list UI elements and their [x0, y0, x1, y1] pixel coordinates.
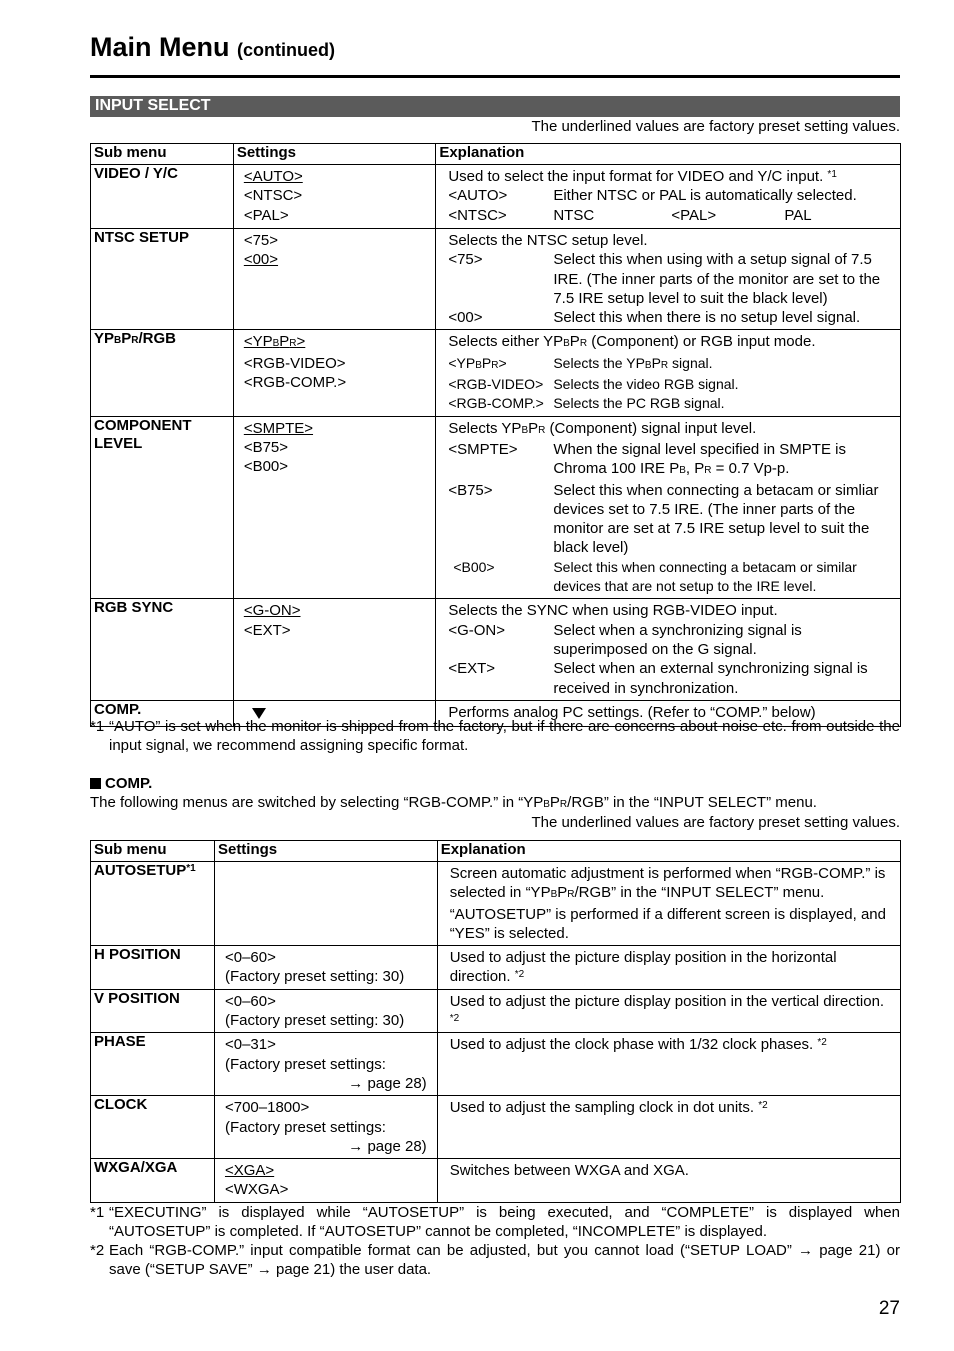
setting-value: <00>	[243, 251, 279, 269]
table-row	[91, 1096, 901, 1159]
table-row	[91, 1033, 901, 1096]
footnote-ref: *1	[827, 169, 837, 180]
explanation-text: Selects the SYNC when using RGB-VIDEO input.	[448, 602, 778, 620]
footnote-2: *1 “EXECUTING” is displayed while “AUTOSETUP” is being executed, and “COMPLETE” is displayed when “AUTOSETUP” is completed. If “AUTOSETUP” cannot be completed, “INCOMPLETE” is displayed.	[90, 1204, 900, 1240]
setting-value: <SMPTE>	[243, 419, 314, 437]
option-key: <PAL>	[671, 206, 717, 224]
submenu-wxga-xga: WXGA/XGA	[91, 1159, 215, 1203]
explanation-cell	[436, 330, 901, 416]
comp-table	[90, 840, 901, 1203]
table-row	[91, 862, 901, 946]
setting-value: <RGB-COMP.>	[243, 374, 347, 392]
setting-value: <RGB-VIDEO>	[243, 354, 346, 372]
option-key: <75>	[448, 251, 483, 269]
setting-value: <G-ON>	[243, 602, 301, 620]
table-row	[91, 1159, 901, 1203]
explanation-cell: Screen automatic adjustment is performed when “RGB-COMP.” is selected in “YPBPR/RGB” in the “INPUT SELECT” menu. “AUTOSETUP” is performed if a different screen is displayed, and “YES” is selected.	[437, 862, 900, 946]
submenu-h-position: H POSITION	[91, 946, 215, 990]
section-bar-input-select	[90, 96, 900, 117]
header-settings: Settings	[233, 144, 436, 165]
settings-cell	[233, 416, 436, 599]
settings-cell: <700–1800> (Factory preset settings: → page 28)	[214, 1096, 437, 1159]
submenu-autosetup: AUTOSETUP$^{*1}$	[91, 862, 215, 946]
option-desc: Select this when connecting a betacam or simliar devices set to 7.5 IRE. (The inner parts of the monitor are set at 7.5 IRE setup level to suit the black level)	[553, 481, 879, 557]
header-sub-menu: Sub menu	[91, 841, 215, 862]
header-explanation: Explanation	[436, 144, 901, 165]
setting-value: <75>	[243, 232, 279, 249]
settings-cell	[233, 330, 436, 416]
explanation-text: Selects either YPBPR (Component) or RGB input mode.	[448, 333, 816, 351]
settings-cell: <0–60> (Factory preset setting: 30)	[214, 989, 437, 1033]
option-key: <RGB-VIDEO>	[448, 376, 544, 393]
explanation-cell	[436, 416, 901, 599]
explanation-cell: Used to adjust the picture display position in the vertical direction. $^{*2}$	[437, 989, 900, 1033]
submenu-clock: CLOCK	[91, 1096, 215, 1159]
settings-cell	[233, 599, 436, 700]
option-desc: Select this when connecting a betacam or similar devices that are not setup to the IRE level.	[553, 558, 857, 595]
option-key: <B75>	[448, 481, 493, 499]
explanation-cell	[436, 229, 901, 330]
explanation-text: Selects the NTSC setup level.	[448, 232, 648, 249]
setting-value: <PAL>	[243, 206, 289, 224]
submenu-component-level: COMPONENT LEVEL	[91, 416, 234, 599]
page-title: Main Menu (continued)	[90, 32, 335, 62]
explanation-text: Selects YPBPR (Component) signal input level.	[448, 419, 757, 437]
page-number: 27	[878, 1298, 900, 1319]
table-row	[91, 416, 901, 599]
settings-cell: <0–60> (Factory preset setting: 30)	[214, 946, 437, 990]
submenu-video-yc: VIDEO / Y/C	[91, 165, 234, 229]
explanation-cell: Used to adjust the sampling clock in dot units. $^{*2}$	[437, 1096, 900, 1159]
option-key: <EXT>	[448, 660, 496, 678]
option-key: <AUTO>	[448, 187, 508, 205]
table-row	[91, 330, 901, 416]
setting-value: <YPBPR>	[243, 333, 306, 351]
submenu-ypbpr-rgb: YPBPR/RGB	[91, 330, 234, 416]
option-desc: Select when an external synchronizing signal is received in synchronization.	[553, 660, 868, 697]
footnote-1: *1 “AUTO” is set when the monitor is shipped from the factory, but if there are concerns about noise etc. from outside the input signal, we recommend assigning specific format.	[90, 718, 900, 754]
submenu-ntsc-setup: NTSC SETUP	[91, 229, 234, 330]
section-title: INPUT SELECT	[95, 97, 211, 114]
table-header-row	[91, 841, 901, 862]
explanation-cell: Switches between WXGA and XGA.	[437, 1159, 900, 1203]
square-bullet-icon	[90, 778, 101, 789]
comp-intro: The following menus are switched by selecting “RGB-COMP.” in “YPBPR/RGB” in the “INPUT SELECT” menu.	[90, 794, 817, 811]
table-header-row	[91, 144, 901, 165]
submenu-comp: COMP.	[91, 700, 234, 726]
option-desc: NTSC	[553, 206, 595, 224]
explanation-cell: Performs analog PC settings. (Refer to “COMP.” below)	[436, 700, 901, 726]
option-desc: Selects the PC RGB signal.	[553, 395, 725, 412]
option-desc: Selects the video RGB signal.	[553, 376, 739, 393]
option-key: <SMPTE>	[448, 440, 518, 458]
explanation-cell	[436, 599, 901, 700]
header-settings: Settings	[214, 841, 437, 862]
settings-cell	[233, 229, 436, 330]
setting-value: <B00>	[243, 458, 289, 476]
underline-note-1: The underlined values are factory preset setting values.	[531, 118, 900, 135]
option-key: <00>	[448, 309, 483, 327]
option-desc: When the signal level specified in SMPTE is Chroma 100 IRE PB, PR = 0.7 Vp-p.	[553, 440, 846, 478]
header-explanation: Explanation	[437, 841, 900, 862]
submenu-rgb-sync: RGB SYNC	[91, 599, 234, 700]
table-row	[91, 946, 901, 990]
explanation-text: Used to select the input format for VIDEO and Y/C input.	[448, 168, 824, 185]
option-key: <B00>	[453, 558, 495, 575]
setting-value: <NTSC>	[243, 187, 303, 205]
option-desc: Selects the YPBPR signal.	[553, 354, 713, 371]
title-rule	[90, 75, 900, 78]
settings-cell: <XGA> <WXGA>	[214, 1159, 437, 1203]
table-row	[91, 989, 901, 1033]
footnote-3: *2 Each “RGB-COMP.” input compatible format can be adjusted, but you cannot load (“SETUP LOAD” → page 21) or save (“SETUP SAVE” → page 21) the user data.	[90, 1242, 900, 1278]
explanation-cell: Used to adjust the clock phase with 1/32 clock phases. $^{*2}$	[437, 1033, 900, 1096]
option-desc: PAL	[784, 206, 812, 224]
submenu-phase: PHASE	[91, 1033, 215, 1096]
setting-value: <B75>	[243, 438, 289, 456]
submenu-v-position: V POSITION	[91, 989, 215, 1033]
explanation-cell	[436, 165, 901, 229]
setting-value: <AUTO>	[243, 168, 303, 185]
comp-heading: COMP.	[90, 775, 152, 792]
header-sub-menu: Sub menu	[91, 144, 234, 165]
settings-cell: <0–31> (Factory preset settings: → page 28)	[214, 1033, 437, 1096]
option-key: <NTSC>	[448, 206, 507, 224]
explanation-cell: Used to adjust the picture display position in the horizontal direction. $^{*2}$	[437, 946, 900, 990]
option-desc: Select when a synchronizing signal is superimposed on the G signal.	[553, 621, 802, 658]
option-desc: Select this when there is no setup level signal.	[553, 309, 861, 327]
underline-note-2: The underlined values are factory preset setting values.	[531, 814, 900, 831]
settings-cell	[214, 862, 437, 946]
option-key: <G-ON>	[448, 621, 506, 639]
option-key: <YPBPR>	[448, 354, 507, 371]
input-select-table	[90, 143, 901, 727]
option-desc: Either NTSC or PAL is automatically selected.	[553, 187, 857, 205]
option-key: <RGB-COMP.>	[448, 395, 544, 412]
table-row	[91, 165, 901, 229]
table-row	[91, 229, 901, 330]
option-desc: Select this when using with a setup signal of 7.5 IRE. (The inner parts of the monitor are set to the 7.5 IRE setup level to suit the black level)	[553, 251, 881, 307]
setting-value: <EXT>	[243, 621, 291, 639]
settings-cell	[233, 165, 436, 229]
table-row	[91, 599, 901, 700]
page-title-continued: (continued)	[237, 40, 335, 60]
